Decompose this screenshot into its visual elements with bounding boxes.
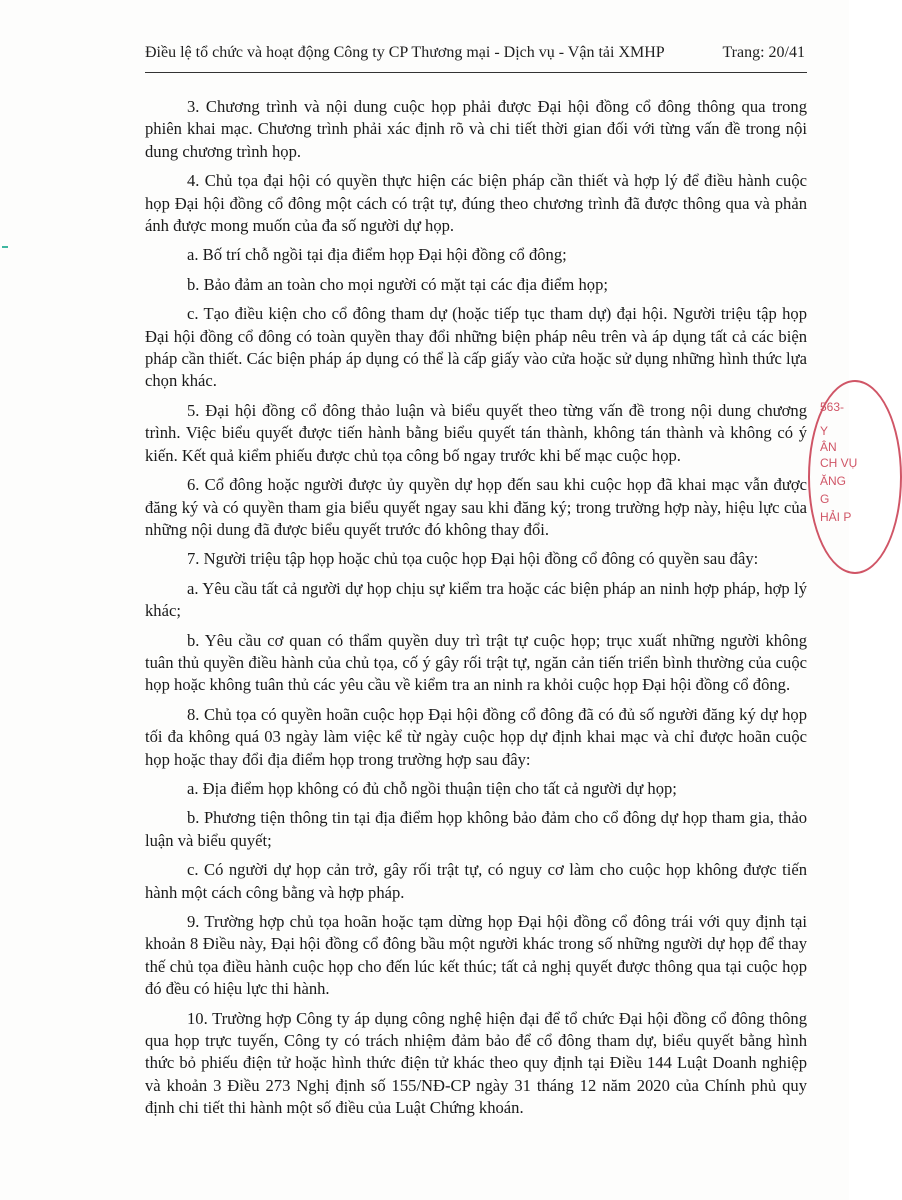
paragraph-7: 7. Người triệu tập họp hoặc chủ tọa cuộc họp Đại hội đồng cổ đông có quyền sau đây: (187, 549, 759, 569)
paragraph-8b: b. Phương tiện thông tin tại địa điểm họp không bảo đảm cho cổ đông dự họp tham gia, thảo luận và biểu quyết; (145, 808, 807, 850)
paragraph-5: 5. Đại hội đồng cổ đông thảo luận và biểu quyết theo từng vấn đề trong nội dung chương trình. Việc biểu quyết được tiến hành bằng biểu quyết tán thành, không tán thành và không có ý kiến. Kết quả kiểm phiếu được chủ tọa công bố ngay trước khi bế mạc cuộc họp. (145, 400, 807, 465)
page-header (145, 44, 805, 62)
document-body (145, 96, 807, 1127)
header-rule (145, 72, 807, 73)
header-title: Điều lệ tổ chức và hoạt động Công ty CP Thương mại - Dịch vụ - Vận tải XMHP (145, 44, 665, 61)
paragraph-7a: a. Yêu cầu tất cả người dự họp chịu sự kiểm tra hoặc các biện pháp an ninh hợp pháp, hợp lý khác; (145, 578, 807, 621)
seal-text-5: ĂNG (820, 474, 847, 488)
paragraph-10: 10. Trường hợp Công ty áp dụng công nghệ hiện đại để tổ chức Đại hội đồng cổ đông thông qua họp trực tuyến, Công ty có trách nhiệm đảm bảo để cổ đông tham dự, biểu quyết bằng hình thức bỏ phiếu điện tử hoặc hình thức điện tử khác theo quy định tại Điều 144 Luật Doanh nghiệp và khoản 3 Điều 273 Nghị định số 155/NĐ-CP ngày 31 tháng 12 năm 2020 của Chính phủ quy định chi tiết thi hành một số điều của Luật Chứng khoán. (145, 1008, 807, 1118)
margin-mark (2, 246, 8, 248)
paragraph-4a: a. Bố trí chỗ ngồi tại địa điểm họp Đại hội đồng cổ đông; (187, 245, 567, 265)
paragraph-4b: b. Bảo đảm an toàn cho mọi người có mặt tại các địa điểm họp; (187, 274, 608, 294)
seal-text-2: Y (820, 424, 829, 438)
paragraph-6: 6. Cổ đông hoặc người được ủy quyền dự họp đến sau khi cuộc họp đã khai mạc vẫn được đăng ký và có quyền tham gia biểu quyết ngay sau khi đăng ký; trong trường hợp này, hiệu lực của những nội dung đã được biểu quyết trước đó không thay đổi. (145, 475, 807, 539)
paragraph-9: 9. Trường hợp chủ tọa hoãn hoặc tạm dừng họp Đại hội đồng cổ đông trái với quy định tại khoản 8 Điều này, Đại hội đồng cổ đông bầu một người khác trong số những người dự họp để thay thế chủ tọa điều hành cuộc họp cho đến lúc kết thúc; tất cả nghị quyết được thông qua tại cuộc họp đó đều có hiệu lực thi hành. (145, 912, 807, 999)
paragraph-4: 4. Chủ tọa đại hội có quyền thực hiện các biện pháp cần thiết và hợp lý để điều hành cuộc họp Đại hội đồng cổ đông một cách có trật tự, đúng theo chương trình đã được thông qua và phản ánh được mong muốn của đa số người dự họp. (145, 171, 807, 236)
seal-text-4: CH VỤ (820, 456, 858, 470)
paragraph-8: 8. Chủ tọa có quyền hoãn cuộc họp Đại hội đồng cổ đông đã có đủ số người đăng ký dự họp tối đa không quá 03 ngày làm việc kể từ ngày cuộc họp dự định khai mạc và chỉ được hoãn cuộc họp hoặc thay đổi địa điểm họp trong trường hợp sau đây: (145, 704, 807, 769)
seal-text-1: 563- (820, 400, 845, 414)
paragraph-4c: c. Tạo điều kiện cho cổ đông tham dự (hoặc tiếp tục tham dự) đại hội. Người triệu tập họp Đại hội đồng cổ đông có toàn quyền thay đổi những biện pháp nêu trên và áp dụng tất cả các biện pháp cần thiết. Các biện pháp áp dụng có thể là cấp giấy vào cửa hoặc sử dụng những hình thức lựa chọn khác. (145, 304, 807, 391)
seal-text-7: HẢI P (820, 510, 852, 524)
page-number: Trang: 20/41 (722, 44, 805, 61)
paragraph-8a: a. Địa điểm họp không có đủ chỗ ngồi thuận tiện cho tất cả người dự họp; (187, 778, 677, 798)
paragraph-8c: c. Có người dự họp cản trở, gây rối trật tự, có nguy cơ làm cho cuộc họp không được tiến hành một cách công bằng và hợp pháp. (145, 860, 807, 902)
paragraph-3: 3. Chương trình và nội dung cuộc họp phải được Đại hội đồng cổ đông thông qua trong phiên khai mạc. Chương trình phải xác định rõ và chi tiết thời gian đối với từng vấn đề trong nội dung chương trình họp. (145, 97, 807, 161)
seal-text-3: ÂN (820, 440, 837, 454)
seal-text-6: G (820, 492, 830, 506)
paragraph-7b: b. Yêu cầu cơ quan có thẩm quyền duy trì trật tự cuộc họp; trục xuất những người không tuân thủ quyền điều hành của chủ tọa, cố ý gây rối trật tự, ngăn cản tiến triển bình thường của cuộc họp hoặc không tuân thủ các yêu cầu về kiểm tra an ninh ra khỏi cuộc họp Đại hội đồng cổ đông. (145, 630, 807, 695)
company-seal (808, 380, 902, 574)
